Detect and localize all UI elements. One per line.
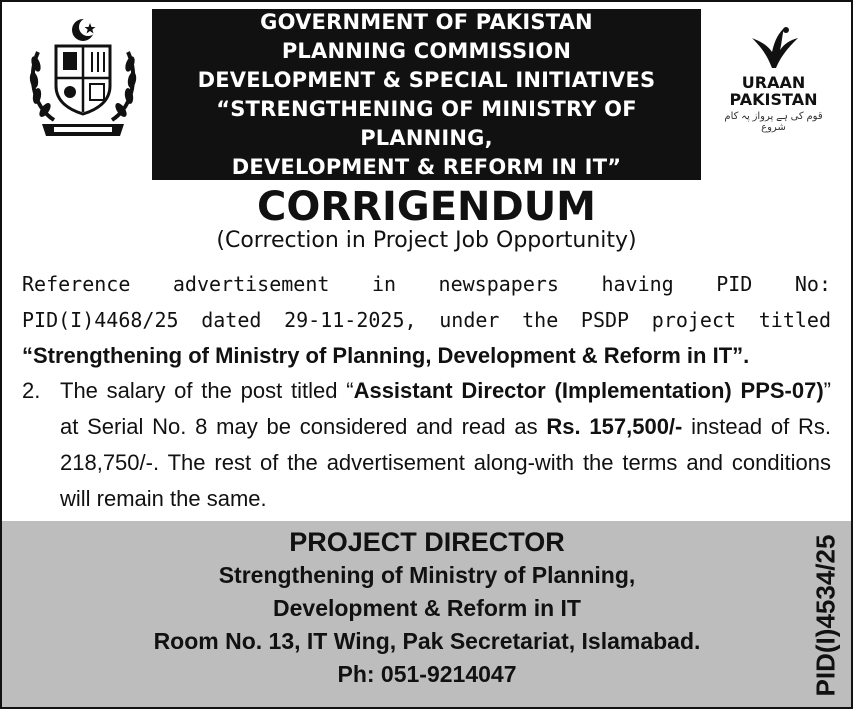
notice-subtitle: (Correction in Project Job Opportunity) [216, 228, 637, 253]
state-emblem-icon [24, 14, 142, 138]
header-line: DEVELOPMENT & REFORM IN IT” [231, 154, 622, 179]
logo-word-uraan: URAAN [741, 73, 806, 92]
pid-number-vertical [810, 534, 842, 696]
header-line: “STRENGTHENING OF MINISTRY OF PLANNING, [216, 96, 637, 150]
reference-line-2: PID(I)4468/25 dated 29-11-2025, under the PSDP project titled [22, 308, 831, 332]
item-text: ” at Serial No. 8 may be considered and read as [60, 378, 831, 439]
uraan-pakistan-logo [711, 24, 836, 144]
footer-phone: Ph: 051-9214047 [337, 661, 517, 687]
reference-line-1: Reference advertisement in newspapers having PID No: [22, 272, 831, 296]
project-title: “Strengthening of Ministry of Planning, Development & Reform in IT”. [22, 343, 750, 368]
header-line: PLANNING COMMISSION [281, 38, 572, 63]
post-title: Assistant Director (Implementation) PPS-07) [353, 378, 824, 403]
header-line: GOVERNMENT OF PAKISTAN [260, 9, 593, 34]
item-text: instead of Rs. 218,750/-. The rest of the advertisement along-with the terms and conditions will remain the same. [60, 414, 831, 511]
item-number: 2. [22, 378, 41, 403]
new-salary: Rs. 157,500/- [546, 414, 683, 439]
footer-signature-block [2, 521, 851, 707]
footer-project-line: Strengthening of Ministry of Planning, [218, 562, 636, 588]
footer-project-line: Development & Reform in IT [273, 595, 581, 621]
logo-word-pakistan: PAKISTAN [729, 90, 818, 109]
notice-title: CORRIGENDUM [257, 184, 596, 230]
pid-number: PID(I)4534/25 [810, 534, 841, 696]
logo-tagline: قوم کی ہے پرواز پہ کام شروع [724, 111, 823, 133]
item-text: The salary of the post titled “ [60, 378, 354, 403]
header-line: DEVELOPMENT & SPECIAL INITIATIVES [197, 67, 656, 92]
signatory-designation: PROJECT DIRECTOR [289, 527, 565, 557]
footer-address: Room No. 13, IT Wing, Pak Secretariat, Islamabad. [153, 628, 701, 654]
eagle-icon [746, 24, 802, 74]
reference-paragraph [22, 266, 831, 374]
header-banner [152, 9, 701, 180]
correction-item [22, 373, 831, 517]
